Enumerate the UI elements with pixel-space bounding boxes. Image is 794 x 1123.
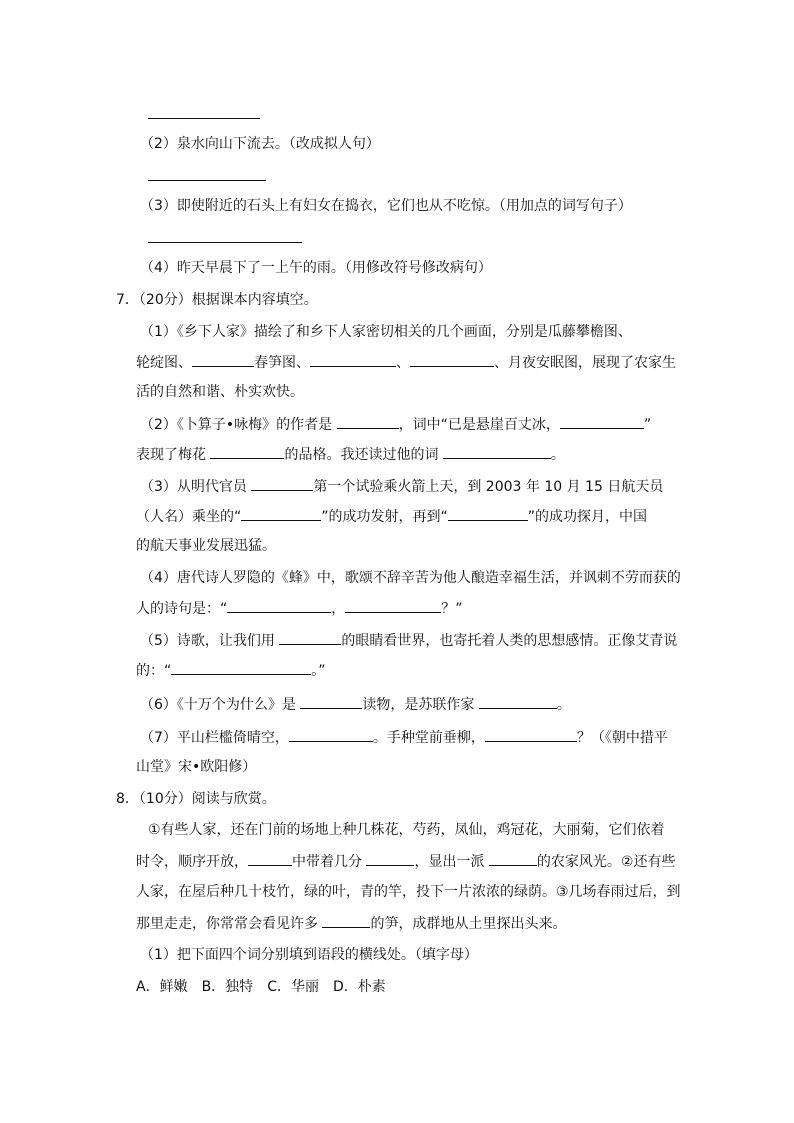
q7-s1-line2 xyxy=(136,352,676,373)
blank xyxy=(171,660,311,675)
blank xyxy=(366,851,414,866)
text: 春笋图、 xyxy=(254,355,310,371)
text: 时令，顺序开放， xyxy=(136,854,248,870)
text: 的笋，成群地从土里探出头来。 xyxy=(370,916,567,932)
text: 人的诗句是：“ xyxy=(136,601,228,617)
text: ，显出一派 xyxy=(414,854,489,870)
option-c: C．华丽 xyxy=(267,979,319,995)
text: ”的成功探月，中国 xyxy=(527,509,648,525)
q7-s2-line2 xyxy=(136,444,565,465)
option-a: A．鲜嫩 xyxy=(136,979,188,995)
text: 表现了梅花 xyxy=(136,447,211,463)
q6-item-2: （2）泉水向山下流去。（改成拟人句） xyxy=(140,136,380,152)
q8-heading: 8．（10分）阅读与欣赏。 xyxy=(116,791,276,807)
text: ” xyxy=(643,417,652,433)
text: 。 xyxy=(556,697,571,713)
q7-s4-line2 xyxy=(136,598,463,619)
text: 。 xyxy=(550,447,565,463)
answer-line xyxy=(148,118,260,119)
blank xyxy=(337,414,399,429)
q7-s6-line1 xyxy=(140,694,571,715)
text: （5）诗歌，让我们用 xyxy=(140,633,280,649)
q7-s3-line1 xyxy=(140,476,663,497)
answer-line xyxy=(148,180,266,181)
text: 的眼睛看世界，也寄托着人类的思想感情。正像艾青说 xyxy=(341,633,678,649)
blank xyxy=(448,506,528,521)
q7-heading: 7．（20分）根据课本内容填空。 xyxy=(116,292,318,308)
blank xyxy=(289,727,373,742)
q6-item-3: （3）即使附近的石头上有妇女在捣衣，它们也从不吃惊。（用加点的词写句子） xyxy=(140,198,632,214)
q8-sub1: （1）把下面四个词分别填到语段的横线处。（填字母） xyxy=(140,947,478,963)
q7-s1-line3: 活的自然和谐、朴实欢快。 xyxy=(136,384,304,400)
q7-s7-line2: 山堂》宋•欧阳修） xyxy=(136,759,257,775)
text: 、 xyxy=(396,355,410,371)
blank xyxy=(192,352,254,367)
text: 那里走走，你常常会看见许多 xyxy=(136,916,323,932)
blank xyxy=(489,851,537,866)
blank xyxy=(279,630,341,645)
text: 第一个试验乘火箭上天，到 2003 年 10 月 15 日航天员 xyxy=(313,479,664,495)
blank xyxy=(560,414,644,429)
q7-s1-line1: （1）《乡下人家》描绘了和乡下人家密切相关的几个画面，分别是瓜藤攀檐图、 xyxy=(140,324,632,340)
q7-s7-line1 xyxy=(140,727,668,748)
text: 中带着几分 xyxy=(292,854,367,870)
q7-s3-line3: 的航天事业发展迅猛。 xyxy=(136,538,276,554)
blank xyxy=(241,506,321,521)
answer-line xyxy=(148,242,302,243)
text: 。” xyxy=(311,663,326,679)
text: 、月夜安眠图，展现了农家生 xyxy=(494,355,676,371)
q7-s5-line1 xyxy=(140,630,677,651)
text: 的品格。我还读过他的词 xyxy=(284,447,443,463)
text: （7）平山栏槛倚晴空， xyxy=(140,730,289,746)
q8-passage-line1: ①有些人家，还在门前的场地上种几株花，芍药，凤仙，鸡冠花，大丽菊，它们依着 xyxy=(148,822,665,838)
text: ？” xyxy=(441,601,463,617)
blank xyxy=(227,598,331,613)
blank xyxy=(485,727,577,742)
q6-item-4: （4）昨天早晨下了一上午的雨。（用修改符号修改病句） xyxy=(140,260,492,276)
text: 的农家风光。②还有些 xyxy=(536,854,676,870)
q7-s3-line2 xyxy=(136,506,647,527)
blank xyxy=(322,913,370,928)
text: （人名）乘坐的“ xyxy=(136,509,242,525)
text: ？（《朝中措平 xyxy=(576,730,668,746)
q8-passage-line4 xyxy=(136,913,566,934)
text: ， xyxy=(331,601,346,617)
blank xyxy=(443,444,551,459)
q8-options xyxy=(136,977,386,997)
q7-s5-line2 xyxy=(136,660,326,681)
q7-s4-line1: （4）唐代诗人罗隐的《蜂》中，歌颂不辞辛苦为他人酿造幸福生活，并讽刺不劳而获的 xyxy=(140,570,681,586)
blank xyxy=(248,851,292,866)
text: ，词中“已是悬崖百丈冰， xyxy=(398,417,560,433)
option-d: D．朴素 xyxy=(332,979,386,995)
text: （6）《十万个为什么》是 xyxy=(140,697,301,713)
text: ”的成功发射，再到“ xyxy=(321,509,448,525)
blank xyxy=(210,444,284,459)
q8-passage-line2 xyxy=(136,851,675,872)
text: 。手种堂前垂柳， xyxy=(372,730,485,746)
blank xyxy=(300,694,362,709)
text: （2）《卜算子•咏梅》的作者是 xyxy=(140,417,337,433)
blank xyxy=(410,352,494,367)
blank xyxy=(345,598,441,613)
text: 的：“ xyxy=(136,663,172,679)
text: （3）从明代官员 xyxy=(140,479,252,495)
q8-passage-line3: 人家，在屋后种几十枝竹，绿的叶，青的竿，投下一片浓浓的绿荫。③几场春雨过后，到 xyxy=(136,884,681,900)
q7-s2-line1 xyxy=(140,414,651,435)
option-b: B．独特 xyxy=(201,979,254,995)
blank xyxy=(310,352,396,367)
blank xyxy=(251,476,313,491)
blank xyxy=(479,694,557,709)
text: 轮绽图、 xyxy=(136,355,192,371)
text: 读物，是苏联作家 xyxy=(362,697,479,713)
